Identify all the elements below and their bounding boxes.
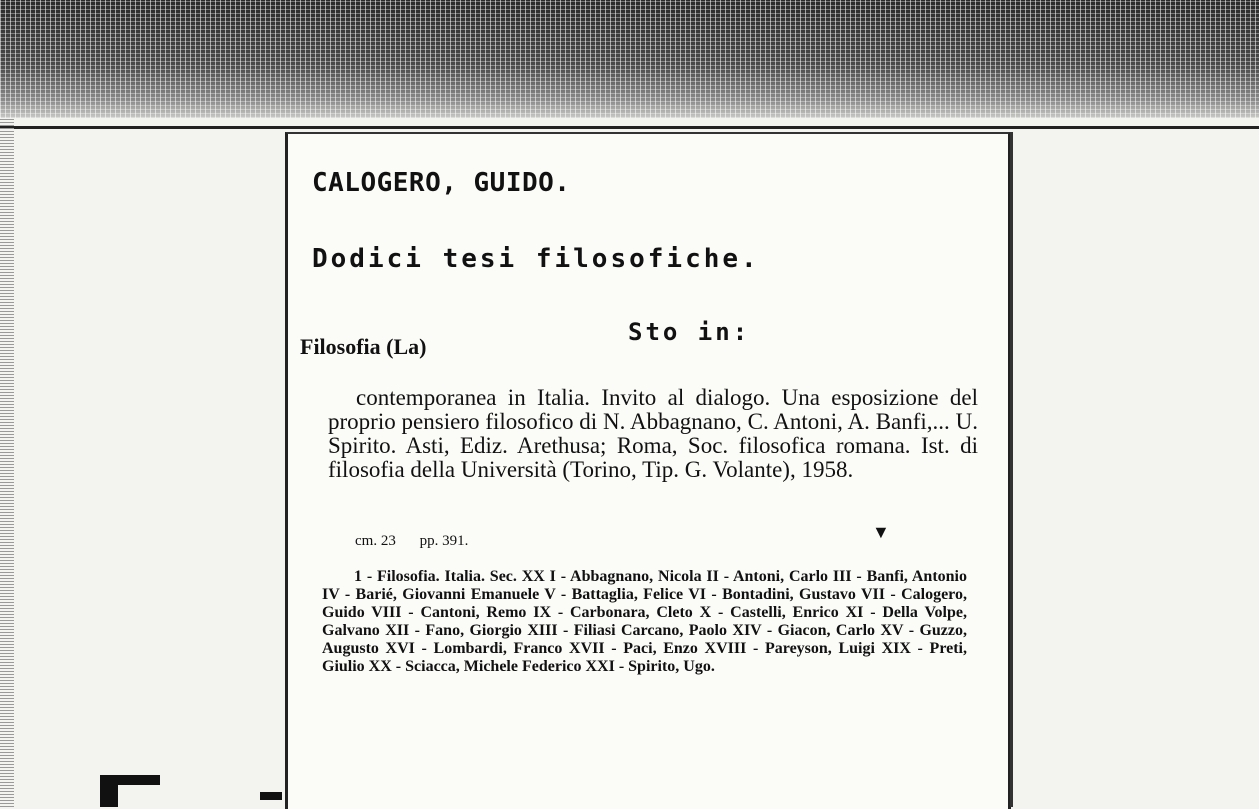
collation xyxy=(355,533,488,550)
work-heading: Filosofia (La) xyxy=(300,334,427,359)
scan-artifact xyxy=(100,775,118,807)
scan-left-edge xyxy=(0,118,14,807)
card-in-label: Sto in: xyxy=(628,318,751,346)
scan-top-band xyxy=(0,0,1259,118)
card-title: Dodici tesi filosofiche. xyxy=(312,244,760,274)
scan-artifact xyxy=(260,792,282,800)
pages-value: pp. 391. xyxy=(419,533,469,549)
subject-headings: 1 - Filosofia. Italia. Sec. XX I - Abbagnano, Nicola II - Antoni, Carlo III - Banfi, Antonio IV - Barié, Giovanni Emanuele V - Battaglia, Felice VI - Bontadini, Gustavo VII - Calogero, Guido VIII - Cantoni, Remo IX - Carbonara, Cleto X - Castelli, Enrico XI - Della Volpe, Galvano XII - Fano, Giorgio XIII - Filiasi Carcano, Paolo XIV - Giacon, Carlo XV - Guzzo, Augusto XVI - Lombardi, Franco XVII - Paci, Enzo XVIII - Pareyson, Luigi XIX - Preti, Giulio XX - Sciacca, Michele Federico XXI - Spirito, Ugo. xyxy=(322,568,967,675)
work-description: contemporanea in Italia. Invito al dialogo. Una esposizione del proprio pensiero filosofico di N. Abbagnano, C. Antoni, A. Banfi,... U. Spirito. Asti, Ediz. Arethusa; Roma, Soc. filosofica romana. Ist. di filosofia della Università (Torino, Tip. G. Volante), 1958. xyxy=(328,385,978,482)
card-author: CALOGERO, GUIDO. xyxy=(312,168,571,198)
card-right-border xyxy=(1010,132,1013,807)
scan-rule-line xyxy=(0,126,1259,129)
size-value: cm. 23 xyxy=(355,533,396,549)
scan-speck: ▼ xyxy=(872,522,890,542)
